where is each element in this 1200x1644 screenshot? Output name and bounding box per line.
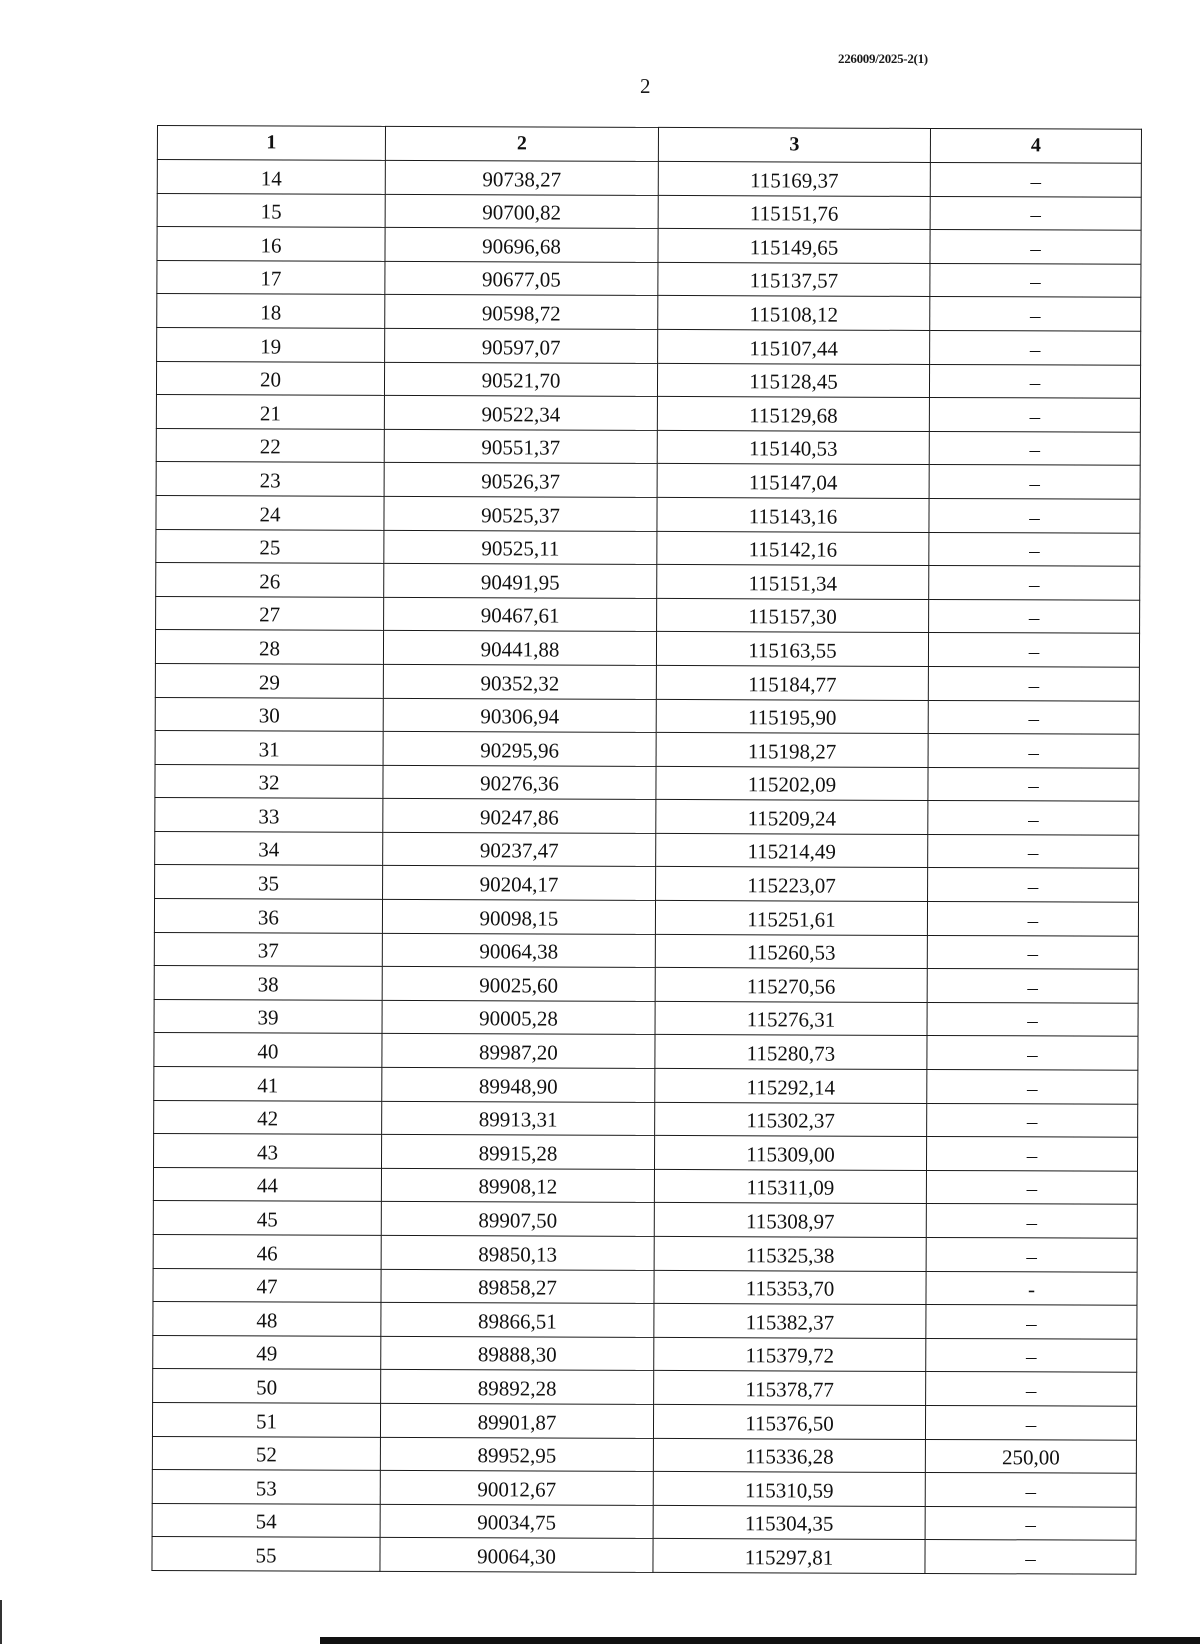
table-row bbox=[155, 630, 1139, 667]
table-header-row bbox=[157, 126, 1141, 164]
cell-y-coordinate: 115137,57 bbox=[658, 262, 930, 297]
cell-value: – bbox=[929, 532, 1140, 566]
cell-value: – bbox=[926, 1237, 1137, 1271]
cell-point-number: 39 bbox=[154, 999, 382, 1033]
cell-x-coordinate: 89987,20 bbox=[382, 1034, 655, 1069]
table-row bbox=[155, 731, 1139, 768]
cell-value: – bbox=[929, 566, 1140, 600]
cell-point-number: 40 bbox=[154, 1033, 382, 1067]
cell-point-number: 29 bbox=[155, 663, 383, 697]
cell-y-coordinate: 115223,07 bbox=[656, 867, 928, 902]
cell-point-number: 20 bbox=[156, 361, 384, 395]
cell-y-coordinate: 115270,56 bbox=[655, 968, 927, 1003]
page-number: 2 bbox=[640, 74, 651, 98]
column-header-2: 2 bbox=[385, 126, 658, 161]
cell-x-coordinate: 90525,11 bbox=[384, 530, 657, 565]
cell-x-coordinate: 90012,67 bbox=[380, 1471, 653, 1506]
cell-y-coordinate: 115214,49 bbox=[656, 833, 928, 868]
cell-point-number: 22 bbox=[156, 428, 384, 462]
table-row bbox=[156, 495, 1140, 532]
coordinates-table-container bbox=[151, 125, 1141, 1575]
cell-value: – bbox=[930, 263, 1141, 297]
table-row bbox=[154, 999, 1138, 1036]
table-row bbox=[153, 1369, 1137, 1406]
cell-x-coordinate: 90521,70 bbox=[384, 362, 657, 397]
cell-x-coordinate: 90204,17 bbox=[383, 866, 656, 901]
table-row bbox=[155, 764, 1139, 801]
table-row bbox=[154, 899, 1138, 936]
table-row bbox=[155, 865, 1139, 902]
cell-x-coordinate: 89901,87 bbox=[380, 1403, 653, 1438]
cell-point-number: 33 bbox=[155, 798, 383, 832]
cell-y-coordinate: 115376,50 bbox=[653, 1404, 925, 1439]
cell-y-coordinate: 115140,53 bbox=[657, 430, 929, 465]
table-row bbox=[157, 227, 1141, 264]
cell-point-number: 19 bbox=[157, 327, 385, 361]
cell-y-coordinate: 115149,65 bbox=[658, 229, 930, 264]
cell-value: – bbox=[928, 666, 1139, 700]
cell-value: – bbox=[930, 162, 1141, 196]
cell-value: – bbox=[927, 1002, 1138, 1036]
cell-value: – bbox=[930, 230, 1141, 264]
cell-value: – bbox=[929, 465, 1140, 499]
cell-x-coordinate: 90247,86 bbox=[383, 799, 656, 834]
cell-x-coordinate: 90677,05 bbox=[385, 261, 658, 296]
cell-x-coordinate: 90441,88 bbox=[383, 631, 656, 666]
table-row bbox=[155, 663, 1139, 700]
cell-value: – bbox=[927, 1069, 1138, 1103]
cell-y-coordinate: 115151,34 bbox=[657, 565, 929, 600]
cell-x-coordinate: 90237,47 bbox=[383, 832, 656, 867]
table-row bbox=[152, 1470, 1136, 1507]
table-row bbox=[154, 932, 1138, 969]
cell-value: – bbox=[926, 1204, 1137, 1238]
table-row bbox=[157, 327, 1141, 364]
cell-x-coordinate: 90025,60 bbox=[382, 967, 655, 1002]
cell-x-coordinate: 90522,34 bbox=[384, 396, 657, 431]
cell-y-coordinate: 115195,90 bbox=[656, 699, 928, 734]
cell-x-coordinate: 90306,94 bbox=[383, 698, 656, 733]
cell-x-coordinate: 90352,32 bbox=[383, 664, 656, 699]
cell-y-coordinate: 115143,16 bbox=[657, 497, 929, 532]
table-row bbox=[156, 361, 1140, 398]
cell-y-coordinate: 115142,16 bbox=[657, 531, 929, 566]
cell-y-coordinate: 115198,27 bbox=[656, 733, 928, 768]
cell-point-number: 17 bbox=[157, 260, 385, 294]
cell-value: – bbox=[929, 431, 1140, 465]
document-reference-number: 226009/2025-2(1) bbox=[838, 51, 928, 66]
cell-point-number: 15 bbox=[157, 193, 385, 227]
table-row bbox=[156, 395, 1140, 432]
table-row bbox=[157, 260, 1141, 297]
cell-y-coordinate: 115310,59 bbox=[653, 1472, 925, 1507]
cell-value: – bbox=[928, 734, 1139, 768]
cell-value: – bbox=[928, 767, 1139, 801]
cell-value: 250,00 bbox=[925, 1439, 1136, 1473]
cell-y-coordinate: 115157,30 bbox=[657, 598, 929, 633]
cell-y-coordinate: 115336,28 bbox=[653, 1438, 925, 1473]
table-row bbox=[154, 1067, 1138, 1104]
cell-x-coordinate: 90064,38 bbox=[382, 933, 655, 968]
cell-y-coordinate: 115304,35 bbox=[653, 1505, 925, 1540]
cell-value: – bbox=[926, 1305, 1137, 1339]
cell-value: – bbox=[927, 969, 1138, 1003]
cell-value: – bbox=[925, 1473, 1136, 1507]
table-row bbox=[155, 798, 1139, 835]
cell-x-coordinate: 89866,51 bbox=[381, 1303, 654, 1338]
cell-y-coordinate: 115378,77 bbox=[654, 1371, 926, 1406]
cell-x-coordinate: 89907,50 bbox=[381, 1202, 654, 1237]
cell-value: – bbox=[927, 935, 1138, 969]
cell-y-coordinate: 115280,73 bbox=[655, 1035, 927, 1070]
coordinates-table bbox=[151, 125, 1142, 1575]
cell-y-coordinate: 115309,00 bbox=[654, 1136, 926, 1171]
cell-y-coordinate: 115325,38 bbox=[654, 1236, 926, 1271]
table-row bbox=[153, 1234, 1137, 1271]
cell-x-coordinate: 90738,27 bbox=[385, 160, 658, 195]
cell-value: – bbox=[927, 902, 1138, 936]
cell-y-coordinate: 115169,37 bbox=[658, 161, 930, 196]
cell-x-coordinate: 89908,12 bbox=[381, 1168, 654, 1203]
cell-y-coordinate: 115251,61 bbox=[655, 900, 927, 935]
cell-point-number: 41 bbox=[154, 1067, 382, 1101]
table-row bbox=[152, 1503, 1136, 1540]
cell-y-coordinate: 115382,37 bbox=[654, 1304, 926, 1339]
table-row bbox=[156, 563, 1140, 600]
table-row bbox=[155, 697, 1139, 734]
cell-point-number: 21 bbox=[156, 395, 384, 429]
cell-y-coordinate: 115108,12 bbox=[658, 296, 930, 331]
cell-value: – bbox=[926, 1338, 1137, 1372]
cell-x-coordinate: 89948,90 bbox=[382, 1067, 655, 1102]
table-row bbox=[154, 966, 1138, 1003]
cell-x-coordinate: 90034,75 bbox=[380, 1504, 653, 1539]
cell-x-coordinate: 90525,37 bbox=[384, 496, 657, 531]
cell-x-coordinate: 89915,28 bbox=[381, 1135, 654, 1170]
cell-x-coordinate: 90526,37 bbox=[384, 463, 657, 498]
cell-value: – bbox=[928, 868, 1139, 902]
cell-point-number: 37 bbox=[154, 932, 382, 966]
cell-point-number: 32 bbox=[155, 764, 383, 798]
cell-value: – bbox=[929, 498, 1140, 532]
cell-value: – bbox=[927, 1036, 1138, 1070]
table-row bbox=[157, 160, 1141, 197]
cell-y-coordinate: 115209,24 bbox=[656, 800, 928, 835]
cell-point-number: 38 bbox=[154, 966, 382, 1000]
cell-value: – bbox=[926, 1170, 1137, 1204]
cell-x-coordinate: 89913,31 bbox=[382, 1101, 655, 1136]
cell-point-number: 49 bbox=[153, 1335, 381, 1369]
cell-x-coordinate: 90276,36 bbox=[383, 765, 656, 800]
cell-x-coordinate: 90295,96 bbox=[383, 731, 656, 766]
cell-y-coordinate: 115302,37 bbox=[655, 1102, 927, 1137]
cell-y-coordinate: 115297,81 bbox=[653, 1539, 925, 1574]
cell-y-coordinate: 115353,70 bbox=[654, 1270, 926, 1305]
cell-value: – bbox=[926, 1372, 1137, 1406]
cell-point-number: 45 bbox=[153, 1201, 381, 1235]
cell-y-coordinate: 115163,55 bbox=[656, 632, 928, 667]
cell-value: – bbox=[928, 801, 1139, 835]
cell-value: – bbox=[928, 700, 1139, 734]
cell-value: – bbox=[928, 633, 1139, 667]
cell-x-coordinate: 89888,30 bbox=[381, 1336, 654, 1371]
column-header-1: 1 bbox=[157, 126, 385, 161]
cell-point-number: 47 bbox=[153, 1268, 381, 1302]
cell-value: - bbox=[926, 1271, 1137, 1305]
cell-x-coordinate: 90005,28 bbox=[382, 1000, 655, 1035]
table-row bbox=[153, 1201, 1137, 1238]
table-row bbox=[153, 1167, 1137, 1204]
cell-point-number: 30 bbox=[155, 697, 383, 731]
cell-point-number: 48 bbox=[153, 1302, 381, 1336]
cell-x-coordinate: 90551,37 bbox=[384, 429, 657, 464]
table-row bbox=[152, 1537, 1136, 1574]
cell-x-coordinate: 89952,95 bbox=[380, 1437, 653, 1472]
cell-point-number: 35 bbox=[155, 865, 383, 899]
cell-x-coordinate: 90597,07 bbox=[385, 328, 658, 363]
table-row bbox=[153, 1268, 1137, 1305]
cell-point-number: 36 bbox=[154, 899, 382, 933]
cell-y-coordinate: 115311,09 bbox=[654, 1169, 926, 1204]
cell-point-number: 44 bbox=[153, 1167, 381, 1201]
cell-point-number: 14 bbox=[157, 160, 385, 194]
cell-point-number: 50 bbox=[153, 1369, 381, 1403]
cell-point-number: 23 bbox=[156, 462, 384, 496]
cell-point-number: 34 bbox=[155, 831, 383, 865]
cell-point-number: 42 bbox=[154, 1100, 382, 1134]
cell-point-number: 43 bbox=[153, 1134, 381, 1168]
cell-x-coordinate: 89858,27 bbox=[381, 1269, 654, 1304]
cell-point-number: 46 bbox=[153, 1234, 381, 1268]
cell-x-coordinate: 90598,72 bbox=[385, 295, 658, 330]
table-row bbox=[154, 1100, 1138, 1137]
cell-x-coordinate: 89892,28 bbox=[381, 1370, 654, 1405]
scan-edge-mark bbox=[0, 1600, 2, 1644]
cell-point-number: 26 bbox=[156, 563, 384, 597]
cell-point-number: 51 bbox=[152, 1402, 380, 1436]
cell-y-coordinate: 115276,31 bbox=[655, 1001, 927, 1036]
cell-value: – bbox=[926, 1137, 1137, 1171]
table-row bbox=[157, 193, 1141, 230]
cell-x-coordinate: 89850,13 bbox=[381, 1235, 654, 1270]
scan-edge-shadow bbox=[320, 1637, 1200, 1644]
cell-x-coordinate: 90064,30 bbox=[380, 1538, 653, 1573]
table-row bbox=[153, 1302, 1137, 1339]
cell-y-coordinate: 115129,68 bbox=[657, 397, 929, 432]
cell-point-number: 55 bbox=[152, 1537, 380, 1571]
cell-value: – bbox=[930, 297, 1141, 331]
cell-value: – bbox=[929, 398, 1140, 432]
cell-value: – bbox=[925, 1506, 1136, 1540]
cell-y-coordinate: 115147,04 bbox=[657, 464, 929, 499]
cell-y-coordinate: 115107,44 bbox=[658, 329, 930, 364]
table-row bbox=[152, 1402, 1136, 1439]
column-header-3: 3 bbox=[658, 127, 930, 162]
cell-value: – bbox=[928, 834, 1139, 868]
table-row bbox=[153, 1335, 1137, 1372]
cell-point-number: 27 bbox=[156, 596, 384, 630]
table-row bbox=[152, 1436, 1136, 1473]
cell-y-coordinate: 115184,77 bbox=[656, 665, 928, 700]
cell-value: – bbox=[925, 1540, 1136, 1574]
cell-point-number: 16 bbox=[157, 227, 385, 261]
cell-value: – bbox=[925, 1405, 1136, 1439]
cell-x-coordinate: 90467,61 bbox=[384, 597, 657, 632]
cell-y-coordinate: 115151,76 bbox=[658, 195, 930, 230]
cell-x-coordinate: 90491,95 bbox=[384, 563, 657, 598]
cell-value: – bbox=[930, 330, 1141, 364]
cell-y-coordinate: 115128,45 bbox=[657, 363, 929, 398]
cell-y-coordinate: 115292,14 bbox=[655, 1068, 927, 1103]
column-header-4: 4 bbox=[930, 128, 1141, 163]
cell-point-number: 54 bbox=[152, 1503, 380, 1537]
cell-x-coordinate: 90098,15 bbox=[382, 899, 655, 934]
table-row bbox=[156, 462, 1140, 499]
table-body bbox=[152, 160, 1141, 1575]
cell-point-number: 28 bbox=[155, 630, 383, 664]
cell-point-number: 53 bbox=[152, 1470, 380, 1504]
cell-point-number: 25 bbox=[156, 529, 384, 563]
cell-x-coordinate: 90696,68 bbox=[385, 228, 658, 263]
table-row bbox=[155, 831, 1139, 868]
table-row bbox=[153, 1134, 1137, 1171]
cell-x-coordinate: 90700,82 bbox=[385, 194, 658, 229]
cell-y-coordinate: 115202,09 bbox=[656, 766, 928, 801]
cell-y-coordinate: 115308,97 bbox=[654, 1203, 926, 1238]
cell-value: – bbox=[929, 599, 1140, 633]
table-row bbox=[156, 596, 1140, 633]
cell-y-coordinate: 115379,72 bbox=[654, 1337, 926, 1372]
table-row bbox=[156, 529, 1140, 566]
cell-value: – bbox=[929, 364, 1140, 398]
cell-point-number: 52 bbox=[152, 1436, 380, 1470]
table-row bbox=[157, 294, 1141, 331]
cell-point-number: 18 bbox=[157, 294, 385, 328]
cell-value: – bbox=[927, 1103, 1138, 1137]
cell-point-number: 31 bbox=[155, 731, 383, 765]
table-row bbox=[156, 428, 1140, 465]
cell-y-coordinate: 115260,53 bbox=[655, 934, 927, 969]
table-row bbox=[154, 1033, 1138, 1070]
cell-point-number: 24 bbox=[156, 495, 384, 529]
cell-value: – bbox=[930, 196, 1141, 230]
